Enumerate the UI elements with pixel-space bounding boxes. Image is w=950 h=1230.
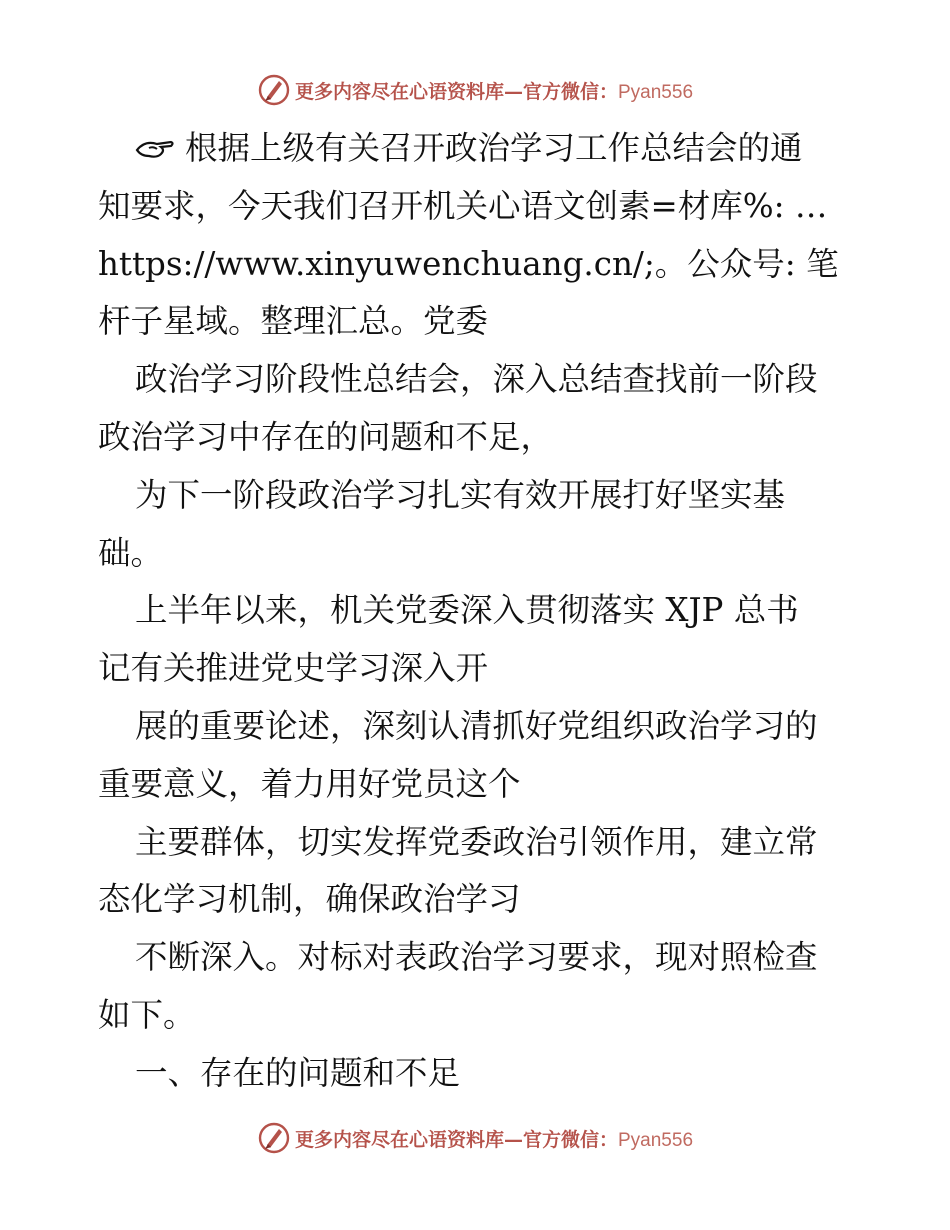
- paragraph-line: 础。: [98, 533, 164, 572]
- paragraph-line: 政治学习中存在的问题和不足，: [98, 417, 554, 456]
- footer-banner: [0, 1118, 950, 1158]
- pointing-hand-icon: [135, 134, 175, 162]
- paragraph-line: 杆子星域。整理汇总。党委: [98, 302, 489, 341]
- paragraph-line: 展的重要论述，深刻认清抓好党组织政治学习的: [135, 706, 818, 745]
- banner-text: 更多内容尽在心语资料库—官方微信：Pyan556: [294, 1128, 694, 1151]
- paragraph-line: 主要群体，切实发挥党委政治引领作用，建立常: [135, 822, 818, 861]
- paragraph-line: 态化学习机制，确保政治学习: [98, 880, 521, 919]
- paragraph-line: 根据上级有关召开政治学习工作总结会的通: [98, 120, 858, 178]
- paragraph-line: 为下一阶段政治学习扎实有效开展打好坚实基: [135, 475, 786, 514]
- banner-text: 更多内容尽在心语资料库—官方微信：Pyan556: [294, 80, 694, 103]
- paragraph-line: 上半年以来，机关党委深入贯彻落实 XJP 总书: [135, 591, 799, 630]
- pen-nib-logo-icon: [257, 1121, 291, 1155]
- section-heading: 一、存在的问题和不足: [135, 1053, 461, 1092]
- paragraph-line: 如下。: [98, 995, 196, 1034]
- paragraph-line: https://www.xinyuwenchuang.cn/;。公众号: 笔: [98, 244, 839, 283]
- document-body: [98, 120, 858, 1103]
- paragraph-line: 记有关推进党史学习深入开: [98, 649, 489, 688]
- paragraph-line: 重要意义，着力用好党员这个: [98, 764, 521, 803]
- paragraph-line: 不断深入。对标对表政治学习要求，现对照检查: [135, 938, 818, 977]
- paragraph-line: 政治学习阶段性总结会，深入总结查找前一阶段: [135, 360, 818, 399]
- pen-nib-logo-icon: [257, 73, 291, 107]
- header-banner: [0, 70, 950, 110]
- paragraph-line: 知要求，今天我们召开机关心语文创素=材库%: …: [98, 186, 828, 225]
